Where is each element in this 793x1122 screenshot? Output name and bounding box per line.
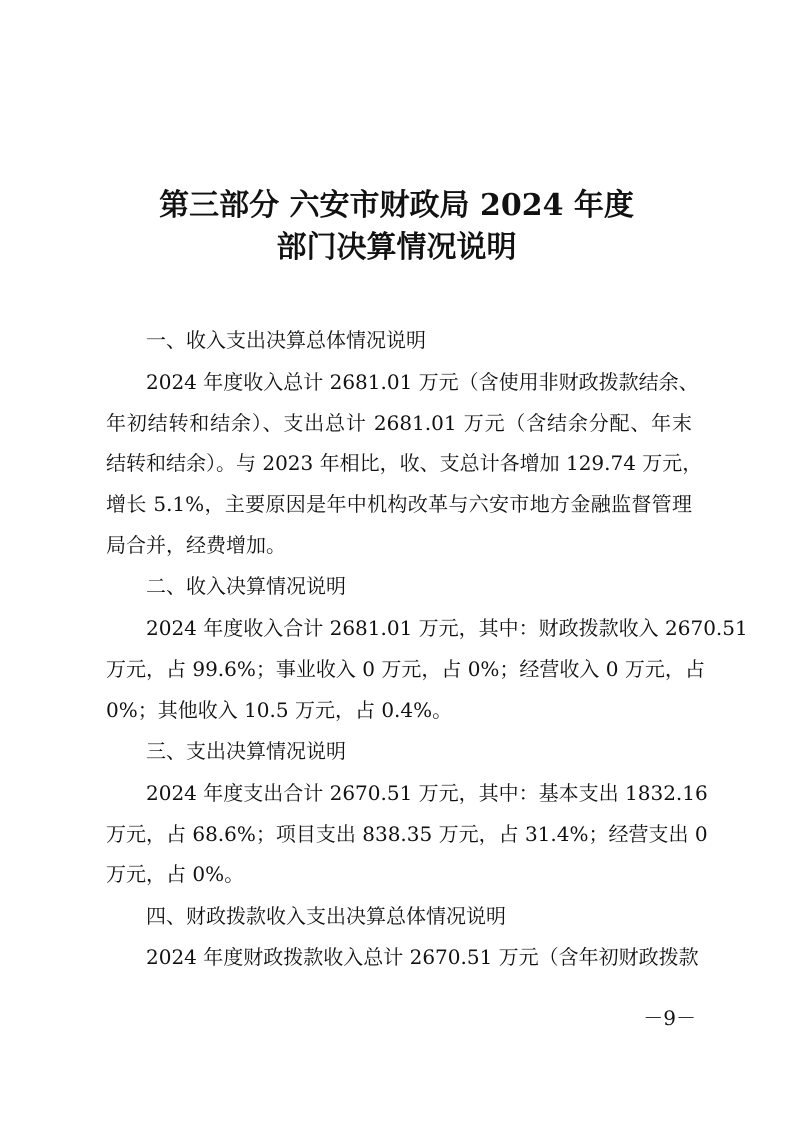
- section-heading-4: 四、财政拨款收入支出决算总体情况说明: [146, 904, 506, 928]
- paragraph-line: 2024 年度收入总计 2681.01 万元（含使用非财政拨款结余、: [146, 370, 699, 394]
- paragraph-line: 万元，占 68.6%；项目支出 838.35 万元，占 31.4%；经营支出 0: [106, 822, 708, 846]
- paragraph-line: 年初结转和结余）、支出总计 2681.01 万元（含结余分配、年末: [106, 411, 692, 435]
- page-number: －9－: [643, 1006, 696, 1030]
- document-title-line-2: 部门决算情况说明: [276, 230, 517, 265]
- paragraph-line: 0%；其他收入 10.5 万元，占 0.4%。: [106, 698, 453, 722]
- section-heading-1: 一、收入支出决算总体情况说明: [146, 328, 426, 352]
- paragraph-line: 万元，占 99.6%；事业收入 0 万元，占 0%；经营收入 0 万元，占: [106, 657, 705, 681]
- paragraph-line: 增长 5.1%，主要原因是年中机构改革与六安市地方金融监督管理: [106, 492, 692, 516]
- section-heading-2: 二、收入决算情况说明: [146, 574, 346, 598]
- paragraph-line: 万元，占 0%。: [106, 862, 245, 886]
- paragraph-line: 结转和结余）。与 2023 年相比，收、支总计各增加 129.74 万元，: [106, 451, 703, 475]
- paragraph-line: 局合并，经费增加。: [106, 533, 286, 557]
- paragraph-line: 2024 年度财政拨款收入总计 2670.51 万元（含年初财政拨款: [146, 945, 699, 969]
- paragraph-line: 2024 年度收入合计 2681.01 万元，其中：财政拨款收入 2670.51: [146, 616, 748, 640]
- section-heading-3: 三、支出决算情况说明: [146, 739, 346, 763]
- paragraph-line: 2024 年度支出合计 2670.51 万元，其中：基本支出 1832.16: [146, 781, 708, 805]
- document-title-line-1: 第三部分 六安市财政局 2024 年度: [159, 188, 634, 223]
